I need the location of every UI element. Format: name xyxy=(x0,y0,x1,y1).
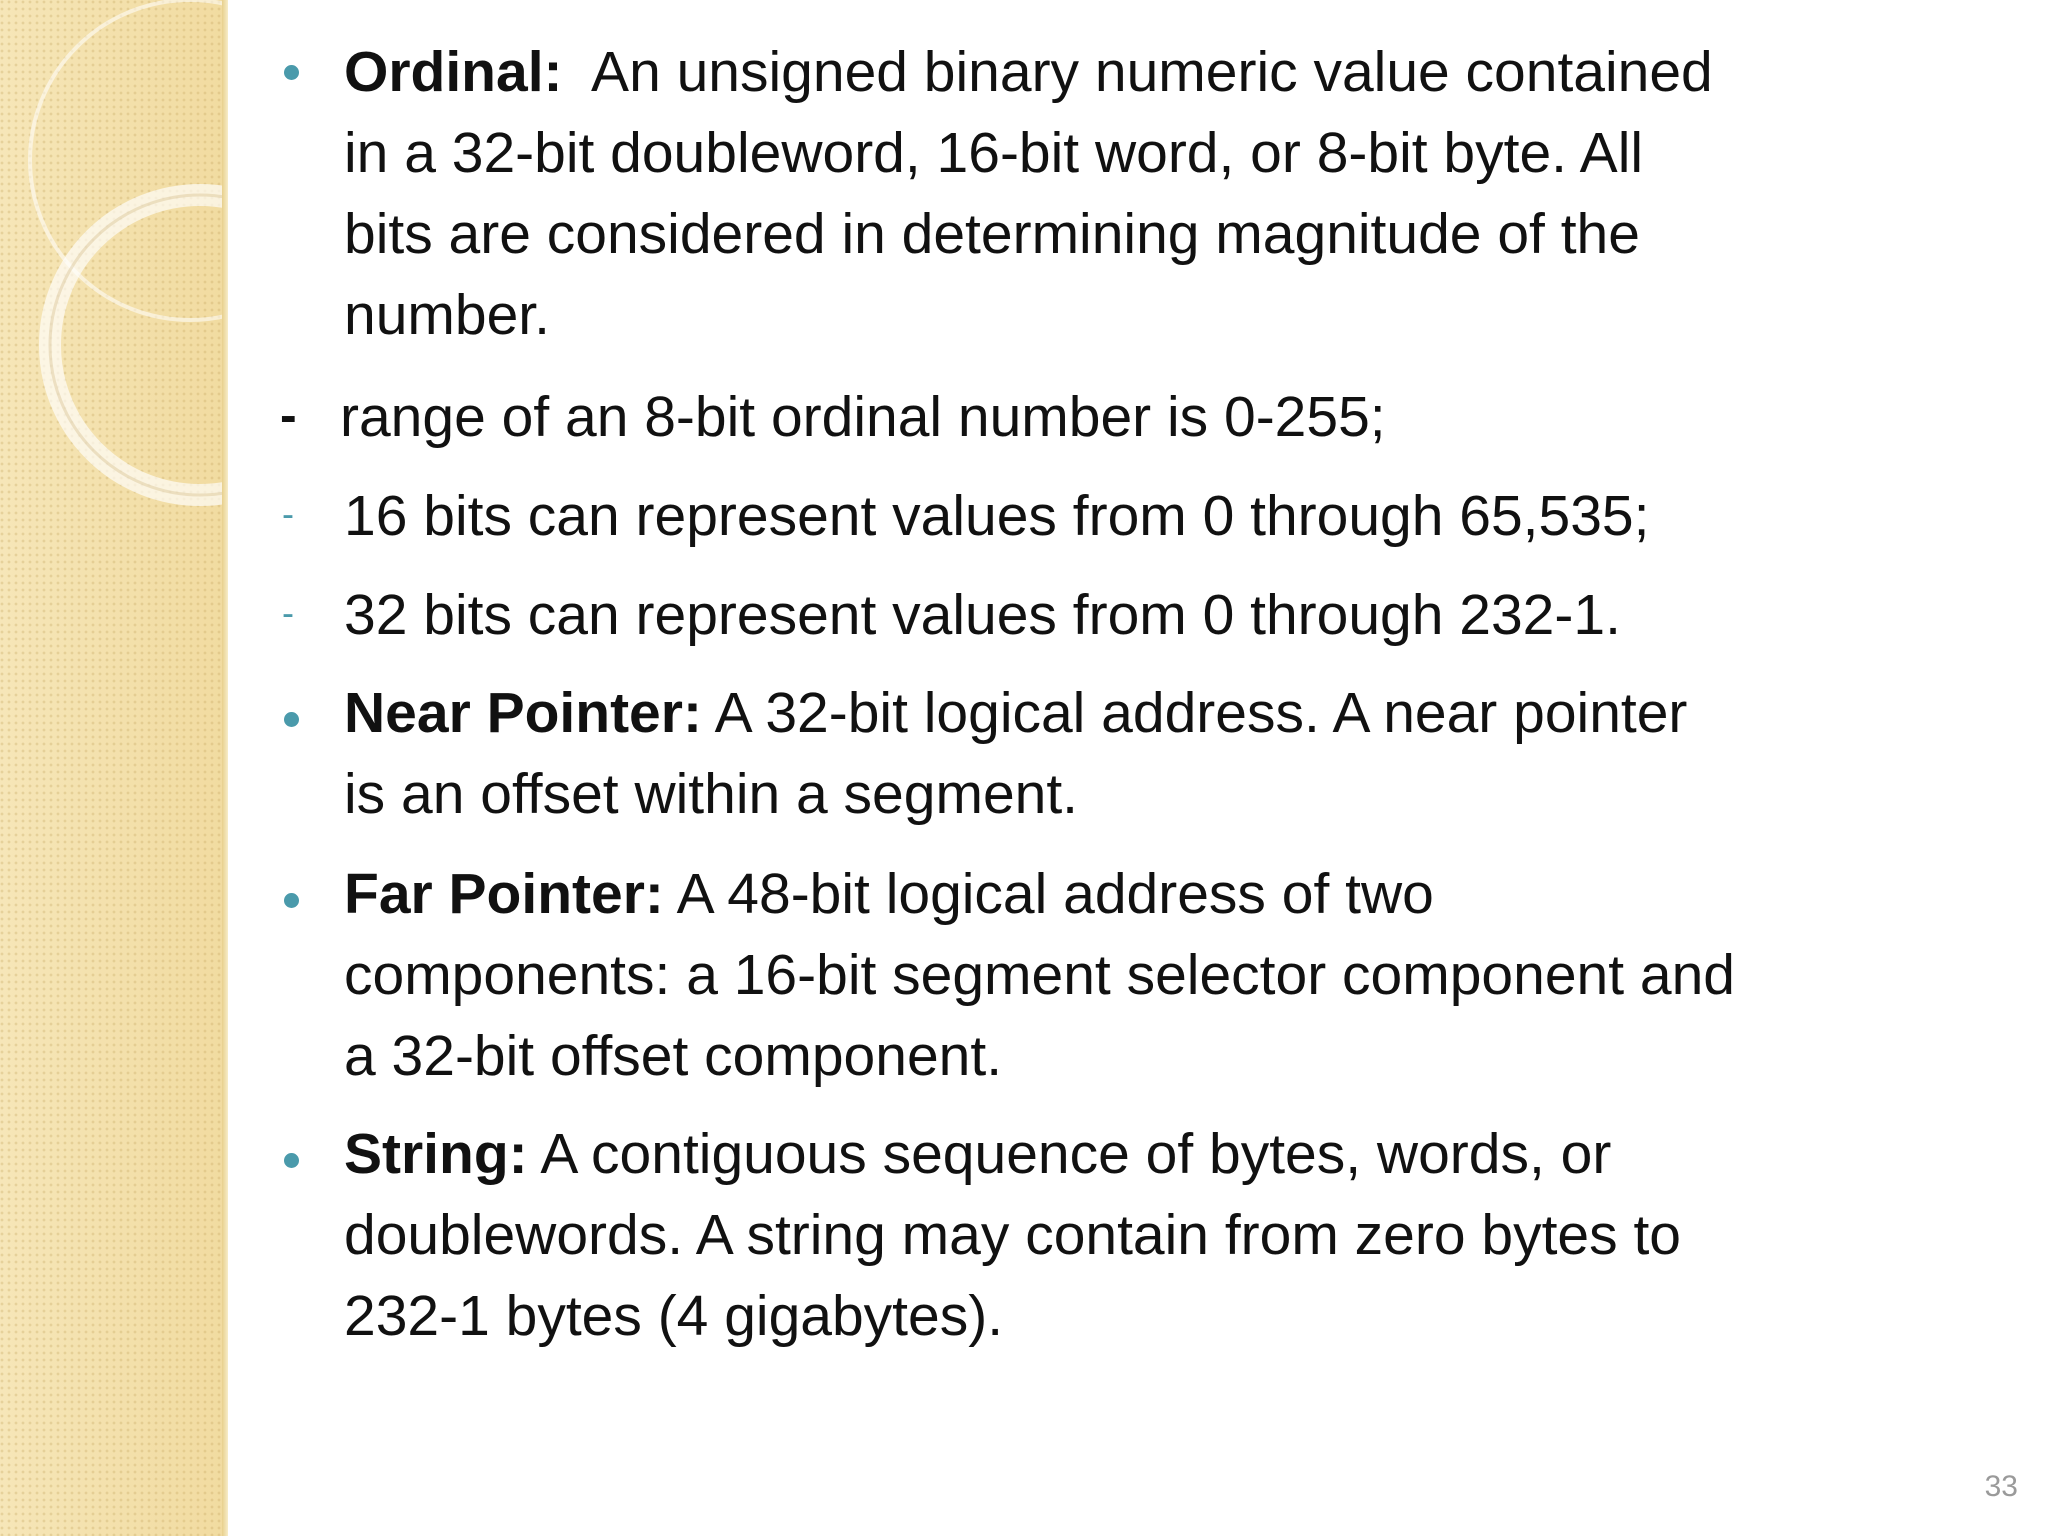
ordinal-line-3: bits are considered in determining magnitude of the xyxy=(344,202,1640,266)
dash-32bit-text: 32 bits can represent values from 0 through 232-1. xyxy=(344,583,1621,647)
term-string: String: xyxy=(344,1122,528,1186)
far-pointer-line-3: a 32-bit offset component. xyxy=(344,1024,1003,1088)
ordinal-line-1: An unsigned binary numeric value contained xyxy=(591,40,1713,104)
dash-marker: - xyxy=(282,592,294,633)
bullet-icon xyxy=(284,712,299,727)
page-number: 33 xyxy=(1984,1470,2018,1503)
dash-8bit-text: range of an 8-bit ordinal number is 0-255; xyxy=(340,385,1386,449)
near-pointer-line-2: is an offset within a segment. xyxy=(344,762,1079,826)
string-line-1: A contiguous sequence of bytes, words, or xyxy=(540,1122,1612,1186)
string-line-3: 232-1 bytes (4 gigabytes). xyxy=(344,1284,1004,1348)
near-pointer-line-1: A 32-bit logical address. A near pointer xyxy=(714,681,1688,745)
dash-marker: - xyxy=(282,493,294,534)
ordinal-line-2: in a 32-bit doubleword, 16-bit word, or 8-bit byte. All xyxy=(344,121,1644,185)
dash-marker: - xyxy=(280,387,297,443)
bullet-icon xyxy=(284,893,299,908)
bullet-icon xyxy=(284,65,299,80)
far-pointer-line-2: components: a 16-bit segment selector component and xyxy=(344,943,1735,1007)
bullet-icon xyxy=(284,1153,299,1168)
term-near-pointer: Near Pointer: xyxy=(344,681,702,745)
string-line-2: doublewords. A string may contain from zero bytes to xyxy=(344,1203,1681,1267)
ordinal-line-4: number. xyxy=(344,283,550,347)
dash-16bit-text: 16 bits can represent values from 0 through 65,535; xyxy=(344,484,1650,548)
term-ordinal: Ordinal: xyxy=(344,40,563,104)
far-pointer-line-1: A 48-bit logical address of two xyxy=(676,862,1434,926)
term-far-pointer: Far Pointer: xyxy=(344,862,664,926)
